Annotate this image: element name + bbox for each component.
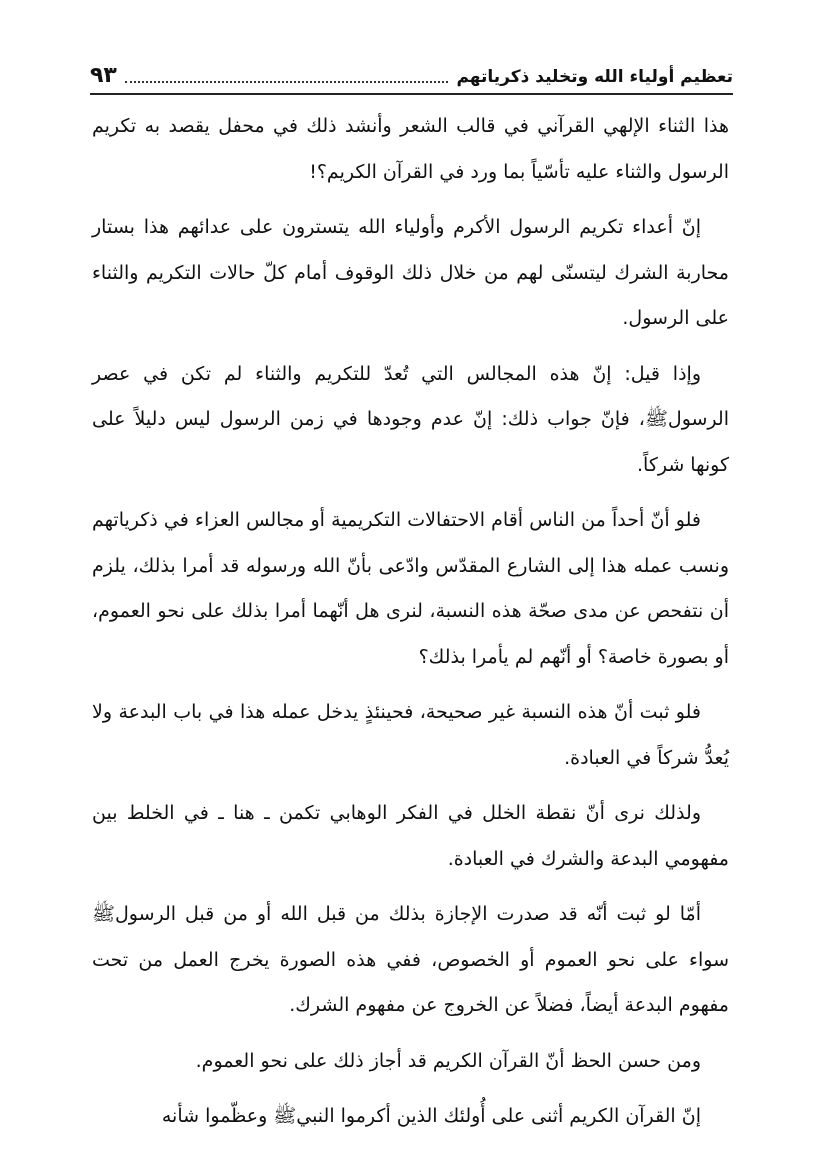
- paragraph: فلو أنّ أحداً من الناس أقام الاحتفالات التكريمية أو مجالس العزاء في ذكرياتهم ونسب عمله هذا إلى الشارع المقدّس وادّعى بأنّ الله ورسوله قد أمرا بذلك، يلزم أن نتفحص عن مدى صحّة هذه النسبة، لنرى هل أنّهما أمرا بذلك على نحو العموم، أو بصورة خاصة؟ أو أنّهم لم يأمرا بذلك؟: [92, 509, 729, 668]
- paragraph: أمّا لو ثبت أنّه قد صدرت الإجازة بذلك من قبل الله أو من قبل الرسولﷺ سواء على نحو العموم أو الخصوص، ففي هذه الصورة يخرج العمل من تحت مفهوم البدعة أيضاً، فضلاً عن الخروج عن مفهوم الشرك.: [92, 903, 729, 1016]
- paragraph: ولذلك نرى أنّ نقطة الخلل في الفكر الوهابي تكمن ـ هنا ـ في الخلط بين مفهومي البدعة والشرك في العبادة.: [92, 802, 729, 870]
- paragraph: ومن حسن الحظ أنّ القرآن الكريم قد أجاز ذلك على نحو العموم.: [195, 1049, 701, 1072]
- page-header: [90, 48, 733, 88]
- page-number: ٩٣: [90, 63, 117, 88]
- paragraph: إنّ أعداء تكريم الرسول الأكرم وأولياء الله يتسترون على عدائهم هذا بستار محاربة الشرك ليتسنّى لهم من خلال ذلك الوقوف أمام كلّ حالات التكريم والثناء على الرسول.: [92, 216, 729, 329]
- body-text: [92, 104, 729, 1150]
- paragraph: فلو ثبت أنّ هذه النسبة غير صحيحة، فحينئذٍ يدخل عمله هذا في باب البدعة ولا يُعدُّ شركاً في العبادة.: [92, 701, 729, 769]
- header-dot-leader: [125, 80, 449, 83]
- paragraph: وإذا قيل: إنّ هذه المجالس التي تُعدّ للتكريم والثناء لم تكن في عصر الرسولﷺ، فإنّ جواب ذلك: إنّ عدم وجودها في زمن الرسول ليس دليلاً على كونها شركاً.: [92, 362, 729, 476]
- running-title: تعظيم أولياء الله وتخليد ذكرياتهم: [456, 67, 733, 87]
- paragraph: هذا الثناء الإلهي القرآني في قالب الشعر وأنشد ذلك في محفل يقصد به تكريم الرسول والثناء عليه تأسّياً بما ورد في القرآن الكريم؟!: [92, 115, 729, 183]
- paragraph: إنّ القرآن الكريم أثنى على أُولئك الذين أكرموا النبيﷺ وعظّموا شأنه: [161, 1105, 701, 1127]
- header-rule: [90, 93, 733, 95]
